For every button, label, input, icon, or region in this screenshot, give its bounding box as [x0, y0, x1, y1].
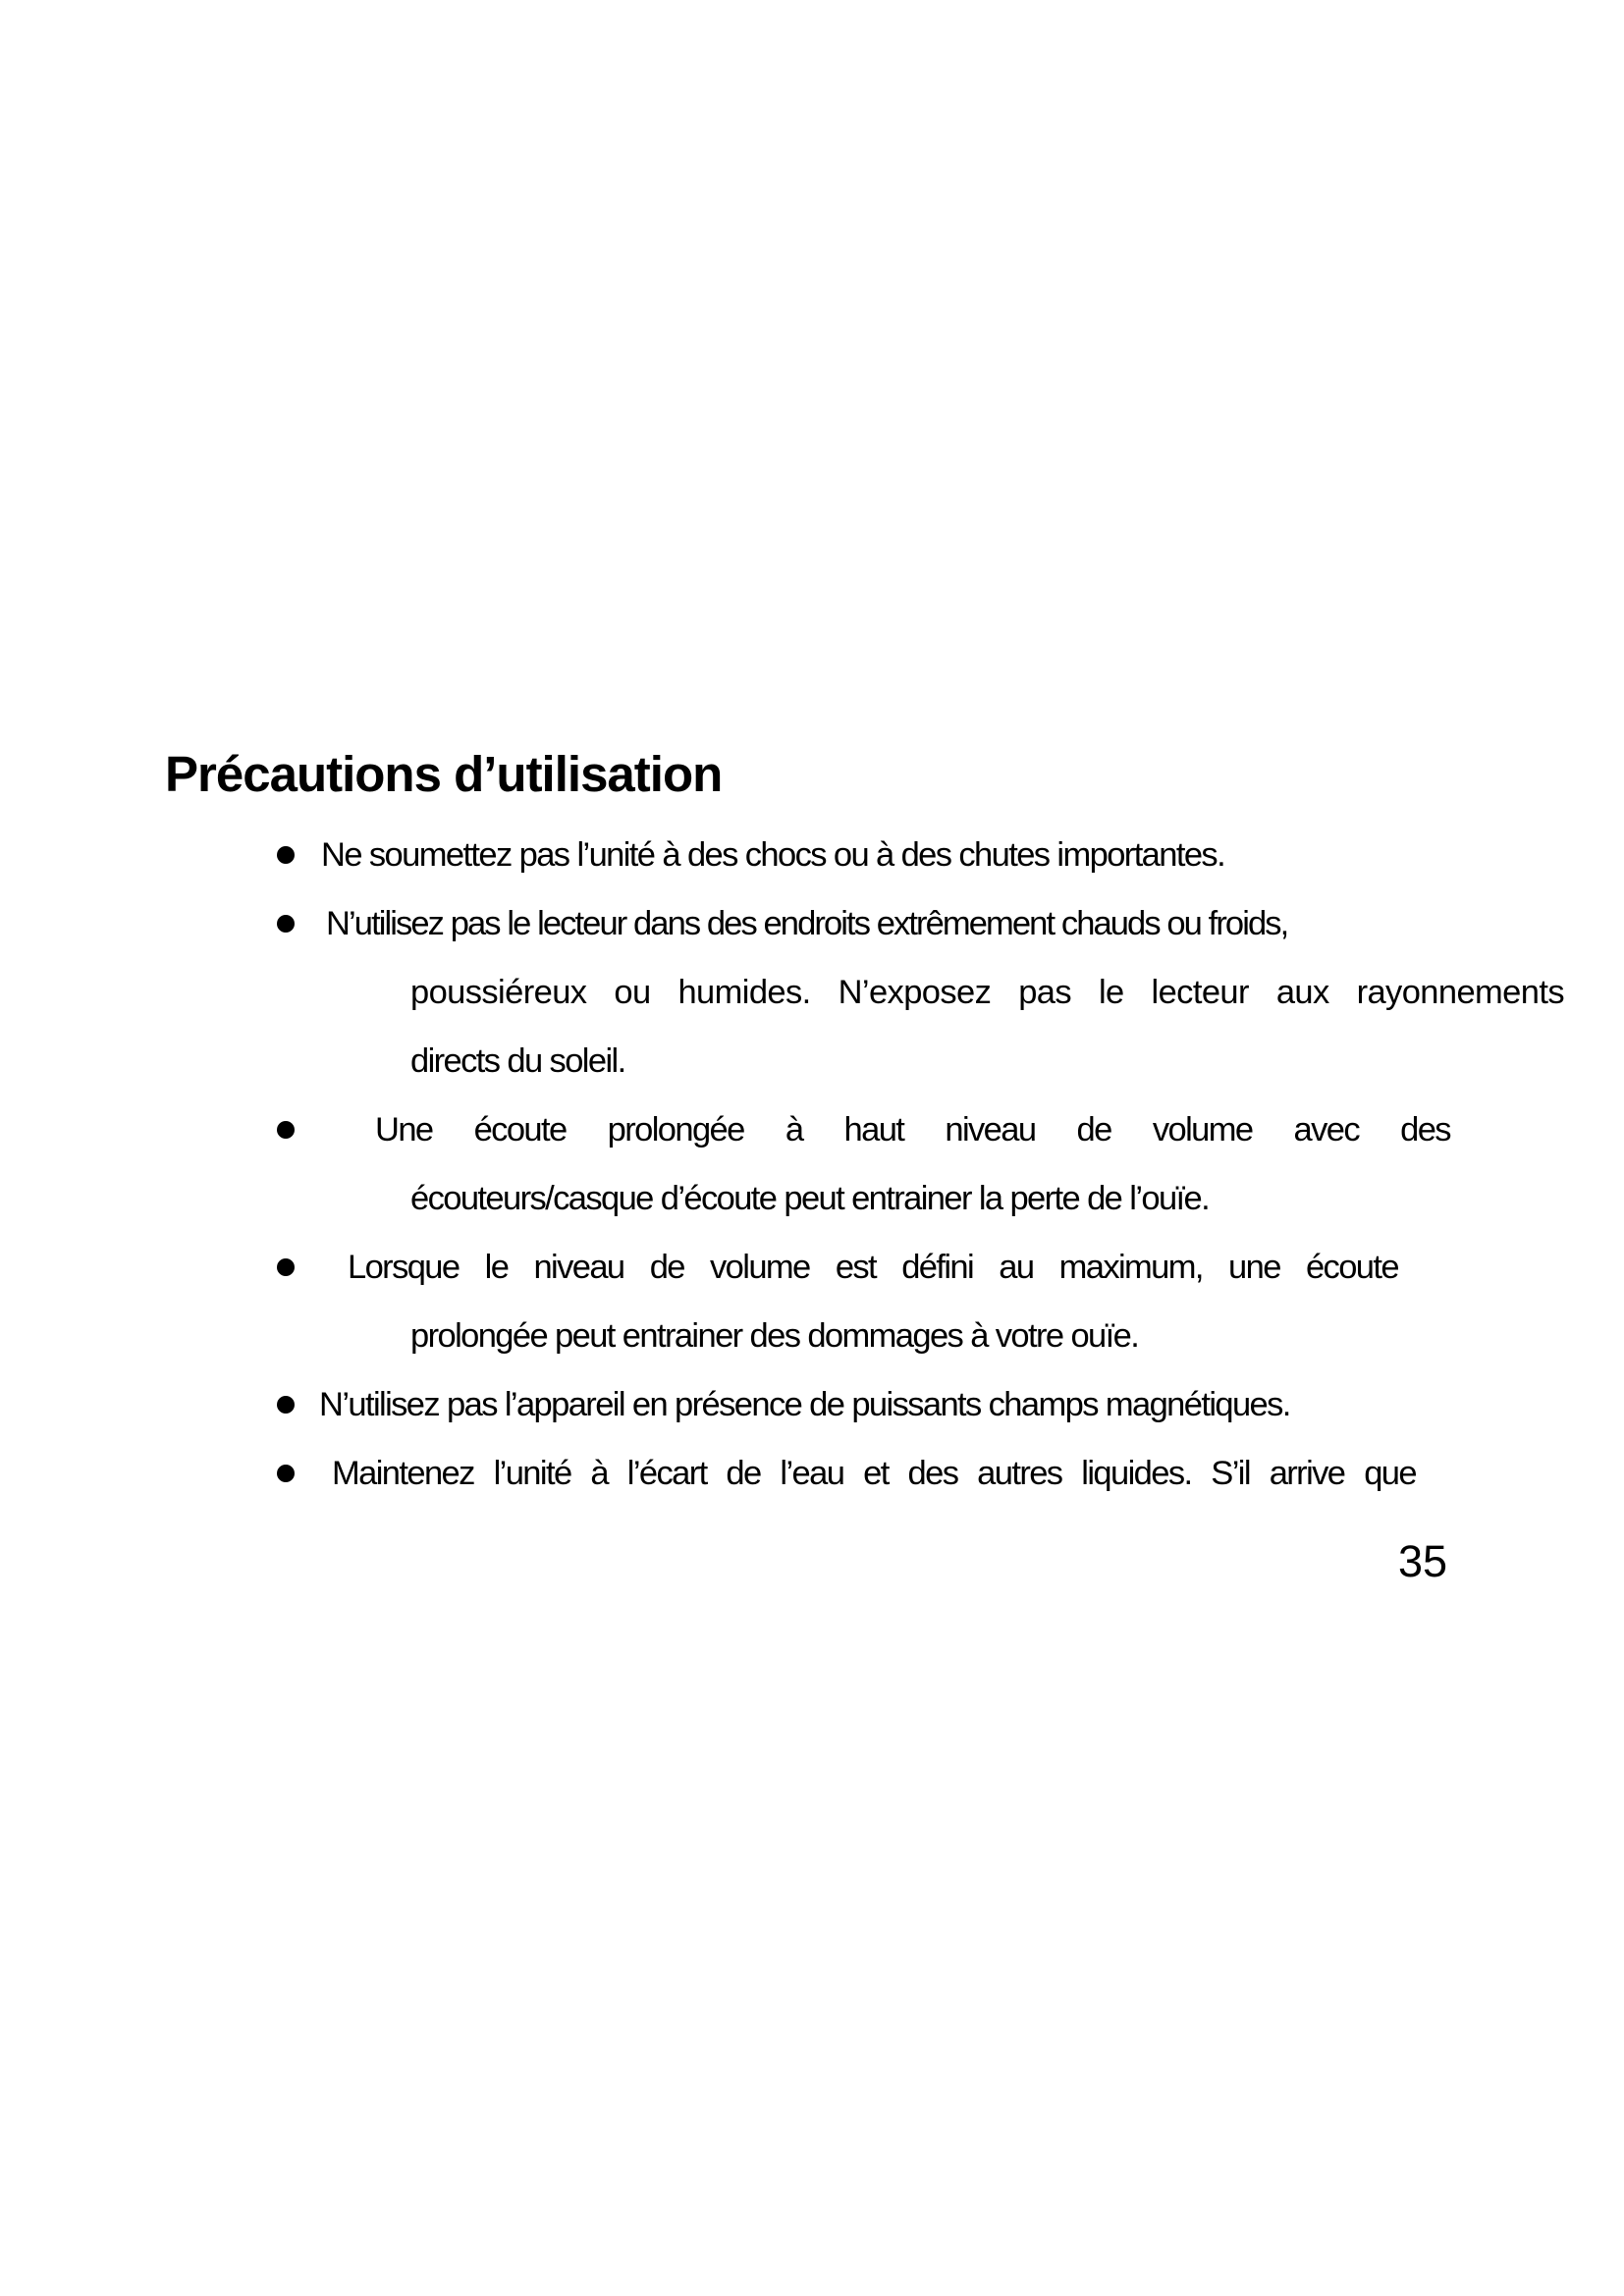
word: pas: [1018, 974, 1072, 1011]
word: l’unité: [493, 1455, 571, 1492]
precaution-item: [277, 821, 1455, 889]
word: écoute: [1305, 1249, 1398, 1286]
word: N’exposez: [838, 974, 992, 1011]
word: des: [1400, 1111, 1450, 1148]
precaution-line: N’utilisez pas le lecteur dans des endroits extrêmement chauds ou froids,: [326, 905, 1288, 942]
precaution-line: N’utilisez pas l’appareil en présence de puissants champs magnétiques.: [319, 1386, 1290, 1423]
word: et: [863, 1455, 889, 1492]
precaution-text: [321, 821, 1455, 889]
word: Maintenez: [332, 1455, 474, 1492]
bullet-icon: [277, 889, 326, 958]
word: de: [726, 1455, 761, 1492]
precaution-text: [375, 1095, 1455, 1233]
precaution-line: écouteurs/casque d’écoute peut entrainer la perte de l’ouïe.: [410, 1180, 1210, 1217]
word: le: [1098, 974, 1124, 1011]
precaution-line: [348, 1233, 1398, 1302]
precaution-line: directs du soleil.: [410, 1042, 625, 1080]
word: avec: [1293, 1111, 1360, 1148]
precaution-item: [277, 1233, 1455, 1370]
word: est: [835, 1249, 877, 1286]
word: liquides.: [1081, 1455, 1192, 1492]
word: rayonnements: [1356, 974, 1564, 1011]
word: défini: [901, 1249, 974, 1286]
word: prolongée: [607, 1111, 744, 1148]
word: au: [999, 1249, 1034, 1286]
word: une: [1228, 1249, 1280, 1286]
precaution-line: [326, 958, 1564, 1027]
precaution-text: [326, 889, 1564, 1095]
precautions-list: [277, 821, 1564, 1508]
word: humides.: [677, 974, 811, 1011]
precaution-line: Ne soumettez pas l’unité à des chocs ou à des chutes importantes.: [321, 836, 1225, 874]
word: des: [907, 1455, 958, 1492]
word: écoute: [473, 1111, 567, 1148]
word: S’il: [1211, 1455, 1250, 1492]
precaution-item: [277, 1439, 1455, 1508]
word: ou: [614, 974, 651, 1011]
word: volume: [710, 1249, 810, 1286]
word: à: [590, 1455, 608, 1492]
precaution-line: prolongée peut entrainer des dommages à votre ouïe.: [410, 1317, 1139, 1355]
precaution-text: [332, 1439, 1455, 1508]
precaution-item: [277, 889, 1564, 1095]
word: l’eau: [780, 1455, 844, 1492]
word: Lorsque: [348, 1249, 460, 1286]
word: de: [649, 1249, 684, 1286]
word: niveau: [945, 1111, 1036, 1148]
word: Une: [375, 1111, 433, 1148]
word: à: [785, 1111, 803, 1148]
page-number: 35: [1398, 1536, 1448, 1586]
word: haut: [843, 1111, 904, 1148]
word: poussiéreux: [410, 974, 587, 1011]
precaution-line: [332, 1439, 1416, 1508]
word: de: [1076, 1111, 1111, 1148]
precaution-item: [277, 1370, 1455, 1439]
bullet-icon: [277, 1370, 319, 1439]
precaution-text: [348, 1233, 1455, 1370]
word: aux: [1275, 974, 1329, 1011]
precaution-text: [319, 1370, 1455, 1439]
bullet-icon: [277, 1095, 375, 1164]
word: arrive: [1269, 1455, 1345, 1492]
word: le: [484, 1249, 509, 1286]
bullet-icon: [277, 821, 321, 889]
word: autres: [977, 1455, 1062, 1492]
bullet-icon: [277, 1233, 348, 1302]
precaution-line: [375, 1095, 1450, 1164]
bullet-icon: [277, 1439, 332, 1508]
word: lecteur: [1151, 974, 1249, 1011]
word: l’écart: [626, 1455, 707, 1492]
page-heading: Précautions d’utilisation: [165, 746, 723, 802]
word: que: [1364, 1455, 1416, 1492]
word: volume: [1152, 1111, 1253, 1148]
word: niveau: [533, 1249, 624, 1286]
precaution-item: [277, 1095, 1455, 1233]
word: maximum,: [1058, 1249, 1203, 1286]
